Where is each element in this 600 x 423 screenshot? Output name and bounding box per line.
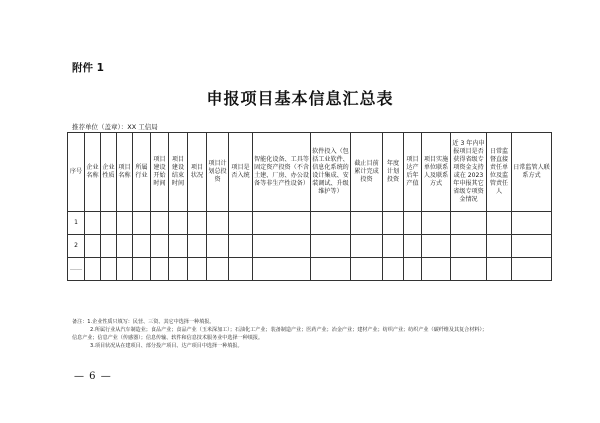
column-header: 项目建设结束时间	[169, 133, 188, 212]
row-index-cell: 1	[68, 212, 85, 235]
attachment-label: 附件 1	[72, 62, 104, 74]
table-cell[interactable]	[351, 235, 383, 258]
column-header: 项目达产后年产值	[404, 133, 422, 212]
column-header: 截止目前累计完成投资	[351, 133, 383, 212]
table-cell[interactable]	[229, 235, 253, 258]
table-cell[interactable]	[512, 258, 552, 281]
table-cell[interactable]	[169, 235, 188, 258]
table-cell[interactable]	[451, 212, 487, 235]
column-header: 智能化设备、工具等固定资产投资（不含土建、厂房、办公设备等非生产性设备）	[253, 133, 311, 212]
note-line: 备注：1.企业性质只填写：民营、三资、其它中选择一种填报。	[72, 319, 215, 325]
column-header: 所属行业	[133, 133, 151, 212]
table-cell[interactable]	[383, 235, 404, 258]
column-header: 年度计划投资	[383, 133, 404, 212]
table-cell[interactable]	[422, 258, 451, 281]
row-index-cell: ……	[68, 258, 85, 281]
page-title: 申报项目基本信息汇总表	[206, 89, 394, 108]
table-cell[interactable]	[311, 212, 351, 235]
column-header: 项目计划总投资	[207, 133, 229, 212]
reporting-unit: 推荐单位（盖章）：XX 工信局	[72, 123, 158, 131]
table-cell[interactable]	[188, 258, 207, 281]
table-cell[interactable]	[101, 235, 117, 258]
table-cell[interactable]	[117, 212, 133, 235]
column-header: 项目建设开始时间	[151, 133, 169, 212]
table-cell[interactable]	[404, 212, 422, 235]
column-header: 项目实施单位联系人及联系方式	[422, 133, 451, 212]
table-cell[interactable]	[253, 258, 311, 281]
table-cell[interactable]	[101, 212, 117, 235]
row-index-cell: 2	[68, 235, 85, 258]
table-cell[interactable]	[351, 212, 383, 235]
column-header: 项目状况	[188, 133, 207, 212]
table-header-row	[68, 133, 552, 212]
table-cell[interactable]	[207, 235, 229, 258]
column-header: 近 3 年内申报项目是否获得省级专项资金支持或在 2023 年申报其它省级专项资金情况	[451, 133, 487, 212]
table-cell[interactable]	[85, 212, 101, 235]
table-cell[interactable]	[311, 258, 351, 281]
table-cell[interactable]	[253, 212, 311, 235]
table-cell[interactable]	[253, 235, 311, 258]
note-line: 信息产业；信息产业（传感器）；信息传输、软件和信息技术服务业中选择一种填报。	[72, 335, 264, 342]
column-header: 序号	[68, 133, 85, 212]
column-header: 企业名称	[85, 133, 101, 212]
table-cell[interactable]	[151, 212, 169, 235]
table-cell[interactable]	[422, 235, 451, 258]
column-header: 日常监管人联系方式	[512, 133, 552, 212]
table-cell[interactable]	[422, 212, 451, 235]
table-cell[interactable]	[133, 258, 151, 281]
table-cell[interactable]	[512, 212, 552, 235]
table-cell[interactable]	[487, 235, 512, 258]
table-cell[interactable]	[451, 235, 487, 258]
note-line: 2.所属行业从汽车制造业；食品产业；食品产业（玉米深加工）；石油化工产业；装备制造产业；医药产业；冶金产业；建材产业；纺织产业；纺织产业（碳纤维及其复合材料）；	[90, 327, 488, 334]
note-line: 3.项目状况从在建项目、部分投产项目、达产项目中选择一种填报。	[90, 343, 243, 350]
table-cell[interactable]	[229, 258, 253, 281]
column-header: 项目名称	[117, 133, 133, 212]
table-cell[interactable]	[169, 258, 188, 281]
table-cell[interactable]	[85, 258, 101, 281]
table-cell[interactable]	[229, 212, 253, 235]
table-cell[interactable]	[383, 212, 404, 235]
column-header: 企业性质	[101, 133, 117, 212]
page-number: — 6 —	[74, 371, 112, 382]
table-cell[interactable]	[188, 235, 207, 258]
table-cell[interactable]	[487, 212, 512, 235]
column-header: 项目是否入统	[229, 133, 253, 212]
table-row	[68, 258, 552, 281]
table-cell[interactable]	[85, 235, 101, 258]
table-cell[interactable]	[169, 212, 188, 235]
table-cell[interactable]	[404, 235, 422, 258]
table-cell[interactable]	[451, 258, 487, 281]
table-cell[interactable]	[207, 258, 229, 281]
table-cell[interactable]	[117, 235, 133, 258]
table-cell[interactable]	[404, 258, 422, 281]
table-row	[68, 212, 552, 235]
table-cell[interactable]	[133, 235, 151, 258]
table-cell[interactable]	[512, 235, 552, 258]
footnotes	[72, 318, 532, 351]
table-cell[interactable]	[117, 258, 133, 281]
column-header: 日常监督直接责任单位及监管责任人	[487, 133, 512, 212]
table-cell[interactable]	[151, 258, 169, 281]
table-cell[interactable]	[188, 212, 207, 235]
column-header: 软件投入（包括工业软件、信息化系统的设计集成、安装调试、升级维护等）	[311, 133, 351, 212]
table-cell[interactable]	[351, 258, 383, 281]
table-cell[interactable]	[207, 212, 229, 235]
table-cell[interactable]	[133, 212, 151, 235]
table-cell[interactable]	[383, 258, 404, 281]
table-cell[interactable]	[151, 235, 169, 258]
table-cell[interactable]	[101, 258, 117, 281]
table-cell[interactable]	[311, 235, 351, 258]
table-row	[68, 235, 552, 258]
summary-table	[67, 132, 552, 281]
table-cell[interactable]	[487, 258, 512, 281]
